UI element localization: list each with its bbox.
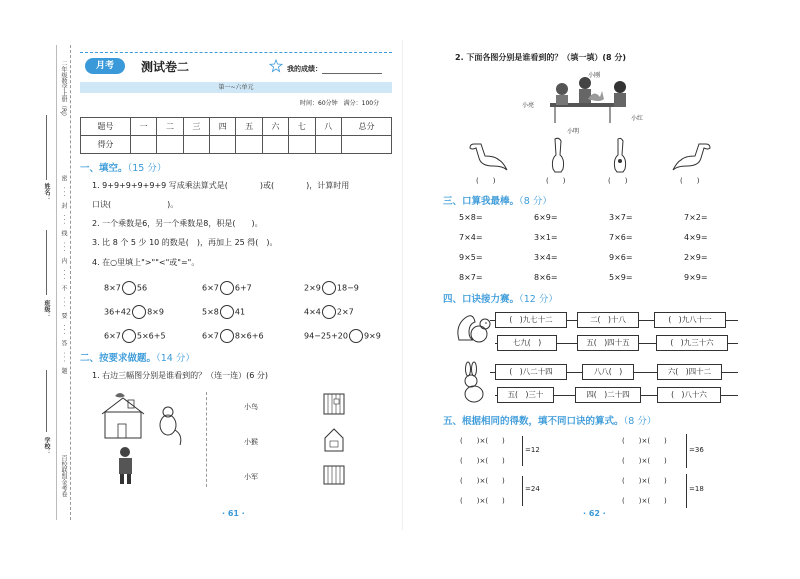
binding-cut-line — [70, 45, 71, 520]
compare-right: 2×7 — [336, 307, 354, 317]
table-cell: 一 — [130, 118, 156, 136]
score-cell[interactable] — [210, 136, 236, 154]
product-blank[interactable]: ( )×( ) — [460, 437, 505, 445]
mental-math-item[interactable]: 2×9= — [684, 253, 708, 262]
table-cell: 题号 — [81, 118, 131, 136]
product-blank[interactable]: ( )×( ) — [622, 497, 667, 505]
q1-line-a: 1. 9+9+9+9+9+9 写成乘法算式是( )或( )，计算时用 — [92, 181, 350, 190]
section-2-label: 二、按要求做题。 — [80, 353, 157, 364]
chain-box[interactable]: ( )九三十六 — [656, 335, 728, 351]
compare-right: 56 — [136, 283, 148, 293]
mental-math-item[interactable]: 4×9= — [684, 233, 708, 242]
mental-math-item[interactable]: 7×2= — [684, 213, 708, 222]
section-2-points: （14 分） — [156, 353, 195, 364]
binding-cut-line-2 — [56, 45, 57, 520]
compare-left: 6×7 — [202, 283, 219, 293]
section-4-label: 四、口诀接力赛。 — [443, 294, 520, 305]
mental-math-item[interactable]: 6×9= — [534, 213, 558, 222]
score-input-line[interactable] — [322, 73, 382, 74]
table-cell: 总分 — [342, 118, 392, 136]
house-scene-illustration — [100, 390, 195, 485]
mental-math-item[interactable]: 9×9= — [684, 273, 708, 282]
score-cell[interactable] — [183, 136, 209, 154]
star-icon — [270, 60, 282, 72]
chain-box[interactable]: 六( )四十二 — [657, 364, 722, 380]
mental-math-item[interactable]: 5×9= — [609, 273, 633, 282]
view-side-icon[interactable] — [323, 428, 345, 452]
mental-math-item[interactable]: 3×1= — [534, 233, 558, 242]
score-label: 我的成绩： — [287, 65, 322, 73]
binding-series: 二年级数学上册（RJ） — [60, 60, 67, 120]
score-table-score-row — [81, 136, 392, 154]
compare-item — [304, 329, 381, 343]
product-blank[interactable]: ( )×( ) — [622, 457, 667, 465]
score-cell[interactable] — [342, 136, 392, 154]
dinosaur-back-icon — [612, 137, 628, 173]
mental-math-item[interactable]: 7×6= — [609, 233, 633, 242]
q2-text: 2. 一个乘数是6，另一个乘数是8，积是( )。 — [92, 219, 263, 228]
dinosaur-side-left-icon — [468, 140, 508, 170]
binding-name-label: 姓名： — [43, 183, 50, 201]
kid-xiaogang: 小刚 — [588, 72, 601, 79]
compare-left: 6×7 — [104, 331, 121, 341]
compare-left: 8×7 — [104, 283, 121, 293]
score-cell[interactable] — [262, 136, 288, 154]
table-cell: 得分 — [81, 136, 131, 154]
compare-left: 94−25+20 — [304, 331, 348, 341]
score-cell[interactable] — [157, 136, 183, 154]
score-cell[interactable] — [315, 136, 341, 154]
section-2-title — [80, 350, 195, 364]
chain-box[interactable]: 八八( ) — [582, 364, 634, 380]
binding-class-label: 班级： — [43, 300, 50, 318]
score-table-header-row — [81, 118, 392, 136]
compare-circle[interactable] — [322, 281, 336, 295]
page-title: 测试卷二 — [141, 60, 190, 74]
q1-line-b: 口诀( )。 — [92, 200, 179, 209]
mental-math-item[interactable]: 3×4= — [534, 253, 558, 262]
product-blank[interactable]: ( )×( ) — [460, 497, 505, 505]
binding-brand: 百校联盟金考卷 — [60, 455, 67, 497]
compare-circle[interactable] — [322, 305, 336, 319]
unit-bar: 第一~六单元 — [80, 82, 392, 93]
section-4-title — [443, 291, 558, 305]
answer-blank[interactable]: ( ) — [546, 177, 566, 185]
kid-xiaohong: 小红 — [631, 115, 644, 122]
answer-blank[interactable]: ( ) — [680, 177, 700, 185]
chain-box[interactable]: 四( )二十四 — [575, 387, 641, 403]
compare-item — [104, 305, 164, 319]
compare-right: 18−9 — [336, 283, 359, 293]
binding-school-label: 学校： — [43, 437, 50, 455]
table-cell: 四 — [210, 118, 236, 136]
table-cell: 七 — [289, 118, 315, 136]
binding-cut-text: 密 ··· 封 ··· 线 ··· 内 ··· 不 ··· 要 ··· 答 ··· 题 — [60, 175, 67, 376]
mental-math-item[interactable]: 8×6= — [534, 273, 558, 282]
compare-circle[interactable] — [122, 329, 136, 343]
class-input-line[interactable] — [46, 230, 47, 295]
compare-right: 5×6+5 — [136, 331, 166, 341]
compare-item — [202, 305, 245, 319]
view-front-icon[interactable] — [323, 465, 345, 485]
dinosaur-side-right-icon — [672, 140, 712, 170]
kid-xiaoming: 小明 — [567, 128, 580, 135]
compare-circle[interactable] — [132, 305, 146, 319]
result-36: =36 — [689, 446, 704, 454]
answer-blank[interactable]: ( ) — [608, 177, 628, 185]
compare-circle[interactable] — [122, 281, 136, 295]
table-cell: 五 — [236, 118, 262, 136]
compare-item — [104, 329, 166, 343]
section-3-title — [443, 193, 552, 207]
product-blank[interactable]: ( )×( ) — [622, 477, 667, 485]
section-4-points: （12 分） — [519, 294, 558, 305]
chain-box[interactable]: 二( )十八 — [577, 312, 639, 328]
compare-item — [304, 281, 359, 295]
compare-item — [202, 281, 252, 295]
compare-left: 6×7 — [202, 331, 219, 341]
name-xiaojun: 小军 — [244, 473, 258, 481]
table-cell: 六 — [262, 118, 288, 136]
page-number-right: · 62 · — [583, 509, 606, 518]
compare-left: 2×9 — [304, 283, 321, 293]
mental-math-item[interactable]: 3×7= — [609, 213, 633, 222]
result-18: =18 — [689, 485, 704, 493]
section-3-label: 三、口算我最棒。 — [443, 196, 520, 207]
kid-xiaoliang: 小亮 — [522, 102, 535, 109]
name-bird: 小鸟 — [244, 403, 258, 411]
mental-math-item[interactable]: 5×8= — [459, 213, 483, 222]
section-5-title — [443, 413, 656, 427]
q4-text: 4. 在○里填上">""<"或"="。 — [92, 258, 200, 267]
section-5-label: 五、根据相同的得数，填不同口诀的算式。 — [443, 416, 624, 427]
compare-left: 4×4 — [304, 307, 321, 317]
table-cell: 三 — [183, 118, 209, 136]
brace — [522, 476, 523, 506]
mental-math-item[interactable]: 7×4= — [459, 233, 483, 242]
compare-right: 8×9 — [147, 307, 164, 317]
compare-circle[interactable] — [349, 329, 363, 343]
name-monkey: 小猴 — [244, 438, 258, 446]
compare-left: 36+42 — [104, 307, 132, 317]
brace — [522, 436, 523, 466]
chain-box[interactable]: ( )八二十四 — [495, 364, 567, 380]
score-cell[interactable] — [289, 136, 315, 154]
score-cell[interactable] — [130, 136, 156, 154]
time-info: 时间：60分钟 满分：100分 — [300, 100, 380, 107]
chain-box[interactable]: 五( )四十五 — [577, 335, 639, 351]
view-top-icon[interactable] — [323, 393, 345, 415]
brace — [686, 434, 687, 468]
exam-tag: 月考 — [85, 58, 125, 74]
rabbit-icon — [458, 363, 490, 403]
chain-box[interactable]: ( )八十六 — [657, 387, 721, 403]
page-gutter — [402, 40, 403, 530]
sec2-q1-text: 1. 右边三幅图分别是谁看到的？（连一连）(6 分) — [92, 371, 269, 380]
section-1-title — [80, 160, 166, 174]
header-rule — [80, 52, 392, 53]
school-input-line[interactable] — [46, 370, 47, 432]
q3-text: 3. 比 8 个 5 少 10 的数是( )，再加上 25 得( )。 — [92, 238, 278, 247]
compare-circle[interactable] — [220, 329, 234, 343]
product-blank[interactable]: ( )×( ) — [622, 437, 667, 445]
score-cell[interactable] — [236, 136, 262, 154]
result-12: =12 — [525, 446, 540, 454]
result-24: =24 — [525, 485, 540, 493]
chain-box[interactable]: 五( )三十 — [497, 387, 554, 403]
section-1-points: （15 分） — [127, 163, 167, 174]
compare-right: 6+7 — [234, 283, 252, 293]
product-blank[interactable]: ( )×( ) — [460, 457, 505, 465]
mental-math-item[interactable]: 9×5= — [459, 253, 483, 262]
kids-table-illustration — [540, 75, 635, 125]
compare-left: 5×8 — [202, 307, 219, 317]
score-table — [80, 117, 392, 154]
product-blank[interactable]: ( )×( ) — [460, 477, 505, 485]
compare-right: 8×6+6 — [234, 331, 264, 341]
compare-item — [104, 281, 147, 295]
chain-box[interactable]: ( )九八十一 — [654, 312, 726, 328]
compare-circle[interactable] — [220, 305, 234, 319]
answer-blank[interactable]: ( ) — [476, 177, 496, 185]
compare-item — [304, 305, 354, 319]
compare-right: 9×9 — [363, 331, 381, 341]
page-number-left: · 61 · — [222, 509, 245, 518]
section-3-points: （8 分） — [519, 196, 552, 207]
table-cell: 二 — [157, 118, 183, 136]
mental-math-item[interactable]: 8×7= — [459, 273, 483, 282]
dash-divider — [206, 392, 207, 487]
right-q2-text: 2. 下面各图分别是谁看到的？（填一填）(8 分) — [455, 53, 627, 62]
compare-item — [202, 329, 264, 343]
mental-math-item[interactable]: 9×6= — [609, 253, 633, 262]
section-1-label: 一、填空。 — [80, 163, 128, 174]
chain-box[interactable]: 七九( ) — [497, 335, 557, 351]
section-5-points: （8 分） — [623, 416, 657, 427]
compare-right: 41 — [234, 307, 246, 317]
squirrel-icon — [455, 310, 495, 346]
brace — [686, 474, 687, 508]
compare-circle[interactable] — [220, 281, 234, 295]
chain-box[interactable]: ( )九七十二 — [495, 312, 567, 328]
table-cell: 八 — [315, 118, 341, 136]
dinosaur-front-icon — [550, 137, 566, 173]
name-input-line[interactable] — [46, 115, 47, 180]
